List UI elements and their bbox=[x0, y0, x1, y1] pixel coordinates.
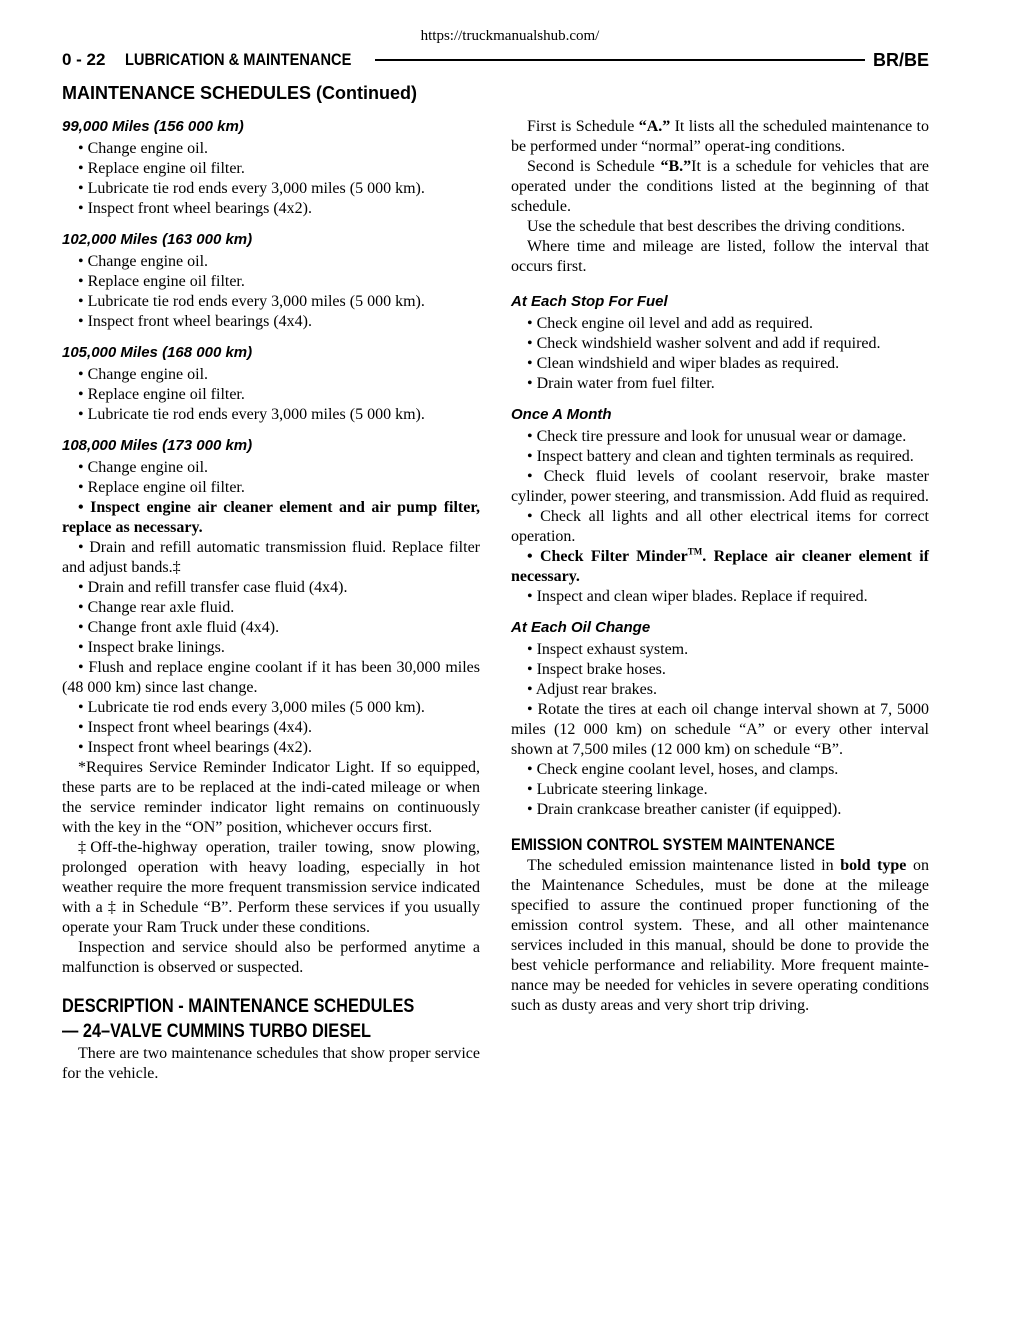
interval-heading-108k: 108,000 Miles (173 000 km) bbox=[62, 437, 253, 454]
list-item: • Inspect battery and clean and tighten terminals as required. bbox=[527, 448, 914, 465]
inspection-note: Inspection and service should also be performed anytime a malfunction is observed or suspected. bbox=[62, 939, 480, 976]
list-item: • Inspect brake hoses. bbox=[527, 661, 666, 678]
list-item: • Inspect and clean wiper blades. Replace if required. bbox=[527, 588, 868, 605]
list-item: • Change engine oil. bbox=[78, 253, 209, 270]
list-item: • Lubricate tie rod ends every 3,000 miles (5 000 km). bbox=[78, 180, 425, 197]
list-item: • Inspect exhaust system. bbox=[527, 641, 689, 658]
footnote-dagger: ‡Off-the-highway operation, trailer towing, snow plowing, prolonged operation with heavy loading, especially in hot weather require the more frequent transmission service indicated with a ‡ in Schedule “B”. Perform these services if you usually operate your Ram Truck under these conditions. bbox=[62, 839, 480, 936]
list-item: • Lubricate tie rod ends every 3,000 miles (5 000 km). bbox=[78, 406, 425, 423]
list-item: • Lubricate tie rod ends every 3,000 miles (5 000 km). bbox=[78, 293, 425, 310]
list-item: • Drain water from fuel filter. bbox=[527, 375, 715, 392]
model-code: BR/BE bbox=[872, 49, 929, 70]
list-item: • Drain and refill automatic transmission fluid. Replace filter and adjust bands.‡ bbox=[62, 539, 480, 576]
list-item: • Check fluid levels of coolant reservoir, brake master cylinder, power steering, and transmission. Add fluid as required. bbox=[511, 468, 929, 505]
interval-heading-99k: 99,000 Miles (156 000 km) bbox=[62, 118, 244, 135]
source-url[interactable]: https://truckmanualshub.com/ bbox=[420, 28, 600, 44]
list-item-emission: • Check Filter Minder™. Replace air cleaner element if necessary. bbox=[511, 546, 930, 585]
list-item: • Inspect front wheel bearings (4x4). bbox=[78, 719, 312, 736]
list-item: • Check tire pressure and look for unusual wear or damage. bbox=[527, 428, 907, 445]
description-text: There are two maintenance schedules that show proper service for the vehicle. bbox=[62, 1045, 480, 1082]
schedule-a-paragraph: First is Schedule “A.” It lists all the scheduled maintenance to be performed under “normal” operat-ing conditions. bbox=[511, 118, 929, 155]
list-item: • Check engine oil level and add as required. bbox=[527, 315, 813, 332]
oil-change-heading: At Each Oil Change bbox=[511, 619, 651, 636]
list-item: • Drain and refill transfer case fluid (4x4). bbox=[78, 579, 348, 596]
list-item: • Change front axle fluid (4x4). bbox=[78, 619, 280, 636]
list-item: • Inspect front wheel bearings (4x4). bbox=[78, 313, 312, 330]
list-item: • Replace engine oil filter. bbox=[78, 160, 245, 177]
list-item: • Rotate the tires at each oil change interval shown at 7, 5000 miles (12 000 km) on schedule “A” or every other interval shown at 7,500 miles (12 000 km) on schedule “B”. bbox=[511, 701, 929, 758]
description-heading-line-1: DESCRIPTION - MAINTENANCE SCHEDULES bbox=[62, 996, 415, 1017]
right-column bbox=[511, 117, 929, 1016]
description-heading-line-2: — 24–VALVE CUMMINS TURBO DIESEL bbox=[62, 1021, 371, 1042]
time-mileage-paragraph: Where time and mileage are listed, follow the interval that occurs first. bbox=[511, 238, 929, 275]
page-number: 0 - 22 bbox=[62, 50, 106, 69]
list-item: • Inspect brake linings. bbox=[78, 639, 225, 656]
list-item: • Drain crankcase breather canister (if equipped). bbox=[527, 801, 842, 818]
list-item: • Inspect front wheel bearings (4x2). bbox=[78, 739, 312, 756]
list-item: • Lubricate tie rod ends every 3,000 miles (5 000 km). bbox=[78, 699, 425, 716]
emission-paragraph: The scheduled emission maintenance listed in bold type on the Maintenance Schedules, must be done at the mileage specified to assure the continued proper functioning of the emission control system. These, and all other maintenance services included in this manual, should be done to provide the best vehicle performance and reliability. More frequent mainte-nance may be needed for vehicles in severe operating conditions such as dusty areas and very short trip driving. bbox=[511, 857, 929, 1014]
list-item: • Change engine oil. bbox=[78, 366, 209, 383]
list-item: • Replace engine oil filter. bbox=[78, 386, 245, 403]
page-header bbox=[62, 48, 929, 72]
emission-heading: EMISSION CONTROL SYSTEM MAINTENANCE bbox=[511, 835, 835, 854]
chapter-title: LUBRICATION & MAINTENANCE bbox=[125, 50, 352, 69]
footnote-star: *Requires Service Reminder Indicator Light. If so equipped, these parts are to be replaced at the indi-cated mileage or when the service reminder indicator light remains on continuously with the key in the “ON” position, whichever occurs first. bbox=[62, 759, 480, 836]
list-item: • Flush and replace engine coolant if it has been 30,000 miles (48 000 km) since last change. bbox=[62, 659, 480, 696]
list-item: • Change engine oil. bbox=[78, 459, 209, 476]
use-schedule-paragraph: Use the schedule that best describes the driving conditions. bbox=[527, 218, 906, 235]
list-item: • Inspect front wheel bearings (4x2). bbox=[78, 200, 312, 217]
list-item: • Change engine oil. bbox=[78, 140, 209, 157]
list-item: • Adjust rear brakes. bbox=[527, 681, 658, 698]
list-item: • Check windshield washer solvent and add if required. bbox=[527, 335, 881, 352]
list-item-emission: • Inspect engine air cleaner element and air pump filter, replace as necessary. bbox=[62, 499, 480, 536]
list-item: • Replace engine oil filter. bbox=[78, 273, 245, 290]
list-item: • Lubricate steering linkage. bbox=[527, 781, 708, 798]
once-a-month-heading: Once A Month bbox=[511, 406, 612, 423]
list-item: • Clean windshield and wiper blades as required. bbox=[527, 355, 840, 372]
interval-heading-105k: 105,000 Miles (168 000 km) bbox=[62, 344, 253, 361]
fuel-stop-heading: At Each Stop For Fuel bbox=[511, 293, 668, 310]
list-item: • Check engine coolant level, hoses, and clamps. bbox=[527, 761, 839, 778]
left-column bbox=[62, 117, 480, 1084]
list-item: • Change rear axle fluid. bbox=[78, 599, 235, 616]
list-item: • Replace engine oil filter. bbox=[78, 479, 245, 496]
schedule-b-paragraph: Second is Schedule “B.”It is a schedule for vehicles that are operated under the conditions listed at the beginning of that schedule. bbox=[511, 158, 930, 215]
header-rule bbox=[375, 59, 865, 61]
list-item: • Check all lights and all other electrical items for correct operation. bbox=[511, 508, 929, 545]
section-continued-heading: MAINTENANCE SCHEDULES (Continued) bbox=[62, 83, 417, 103]
interval-heading-102k: 102,000 Miles (163 000 km) bbox=[62, 231, 253, 248]
description-heading bbox=[62, 994, 479, 1044]
